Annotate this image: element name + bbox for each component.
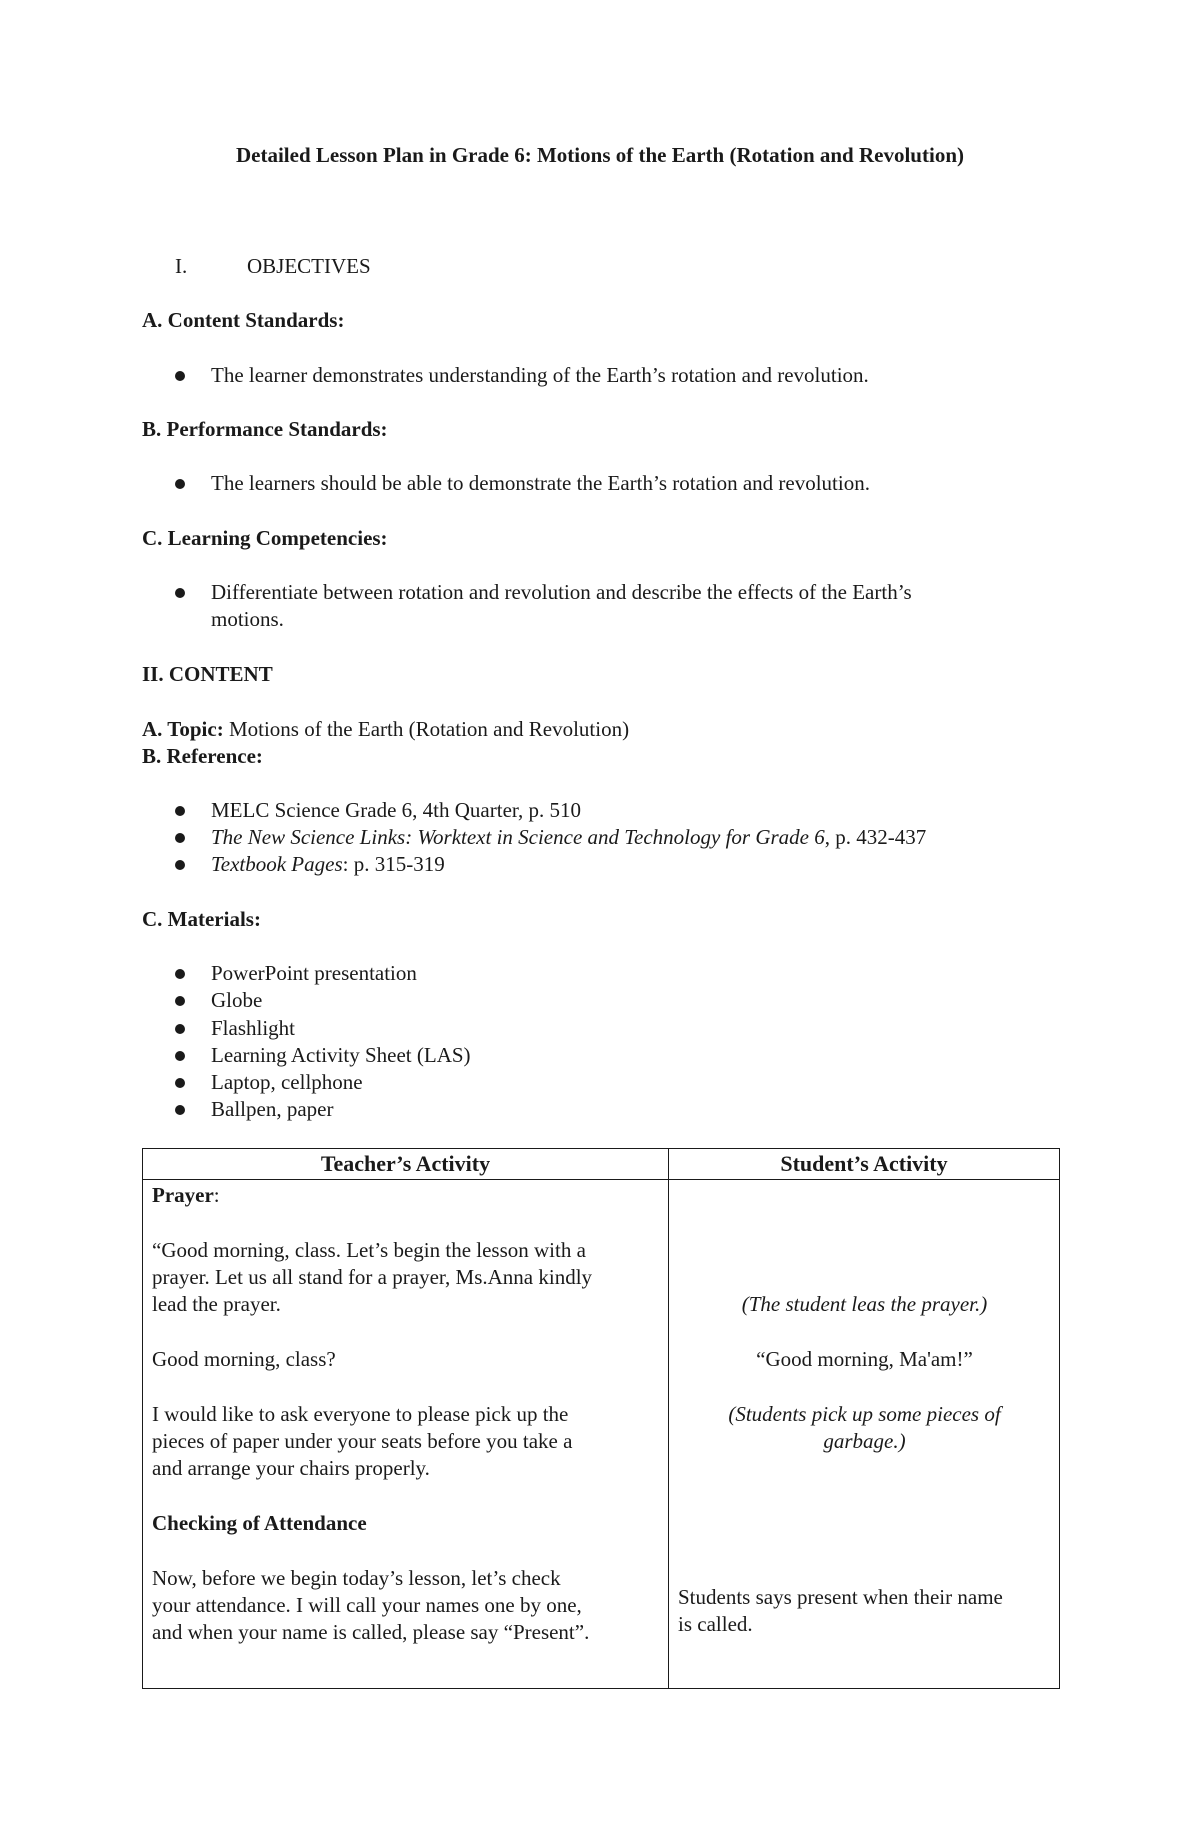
page-title: Detailed Lesson Plan in Grade 6: Motions of the Earth (Rotation and Revolution) [235,143,964,167]
activity-table [142,1148,1060,1689]
student-line: is called. [678,1612,753,1636]
list-item-continuation: motions. [211,607,284,631]
teacher-activity-cell [143,1180,669,1689]
content-standards-label: A. Content Standards: [142,308,345,332]
topic-label: A. Topic: [142,717,224,741]
reference-item [211,824,926,851]
teacher-activity-header: Teacher’s Activity [143,1149,669,1180]
list-item: The learners should be able to demonstrate the Earth’s rotation and revolution. [211,471,870,495]
table-header-row [143,1149,1060,1180]
performance-standards-label: B. Performance Standards: [142,417,388,441]
topic-line [142,716,629,743]
reference-detail: , p. 432-437 [824,825,927,849]
bullet [175,1051,185,1061]
learning-competencies-label: C. Learning Competencies: [142,526,388,550]
student-line: Students says present when their name [678,1585,1003,1609]
teacher-line: and when your name is called, please say “Present”. [152,1620,590,1644]
bullet [175,833,185,843]
reference-title: Textbook Pages [211,852,343,876]
bullet [175,1024,185,1034]
teacher-line: your attendance. I will call your names one by one, [152,1593,582,1617]
bullet [175,996,185,1006]
section-heading-content: II. CONTENT [142,662,273,686]
materials-label: C. Materials: [142,907,261,931]
teacher-line: prayer. Let us all stand for a prayer, Ms.Anna kindly [152,1265,593,1289]
reference-detail: : p. 315-319 [342,852,445,876]
bullet [175,1078,185,1088]
material-item: Ballpen, paper [211,1097,334,1121]
material-item: Globe [211,988,263,1012]
reference-title: The New Science Links: Worktext in Science and Technology for Grade 6 [211,825,825,849]
teacher-line: lead the prayer. [152,1292,281,1316]
bullet [175,371,185,381]
student-line: (The student leas the prayer.) [741,1292,988,1316]
material-item: Flashlight [211,1016,296,1040]
prayer-colon: : [213,1183,220,1207]
material-item: PowerPoint presentation [211,961,417,985]
section-number: I. [175,254,188,278]
teacher-line: Good morning, class? [152,1347,336,1371]
student-line: garbage.) [823,1429,906,1453]
bullet [175,806,185,816]
material-item: Learning Activity Sheet (LAS) [211,1043,471,1067]
bullet [175,969,185,979]
teacher-line: Now, before we begin today’s lesson, let’s check [152,1566,561,1590]
student-activity-cell [669,1180,1060,1689]
prayer-label: Prayer [152,1183,214,1207]
reference-item [211,797,581,824]
teacher-line: pieces of paper under your seats before you take a [152,1429,573,1453]
material-item: Laptop, cellphone [211,1070,363,1094]
teacher-line: “Good morning, class. Let’s begin the lesson with a [152,1238,586,1262]
teacher-line: and arrange your chairs properly. [152,1456,430,1480]
topic-value: Motions of the Earth (Rotation and Revolution) [223,717,630,741]
list-item: Differentiate between rotation and revolution and describe the effects of the Earth’s [211,580,912,604]
prayer-heading [152,1182,220,1209]
student-activity-header: Student’s Activity [669,1149,1060,1180]
bullet [175,479,185,489]
student-line: (Students pick up some pieces of [728,1402,1001,1426]
list-item: The learner demonstrates understanding of the Earth’s rotation and revolution. [211,363,869,387]
table-row [143,1180,1060,1689]
teacher-line: I would like to ask everyone to please pick up the [152,1402,569,1426]
attendance-heading: Checking of Attendance [152,1511,367,1535]
reference-detail: MELC Science Grade 6, 4th Quarter, p. 510 [211,798,582,822]
bullet [175,1105,185,1115]
reference-item [211,851,445,878]
bullet [175,588,185,598]
section-heading-objectives: OBJECTIVES [247,254,371,278]
bullet [175,860,185,870]
reference-label: B. Reference: [142,744,263,768]
student-line: “Good morning, Ma'am!” [756,1347,973,1371]
